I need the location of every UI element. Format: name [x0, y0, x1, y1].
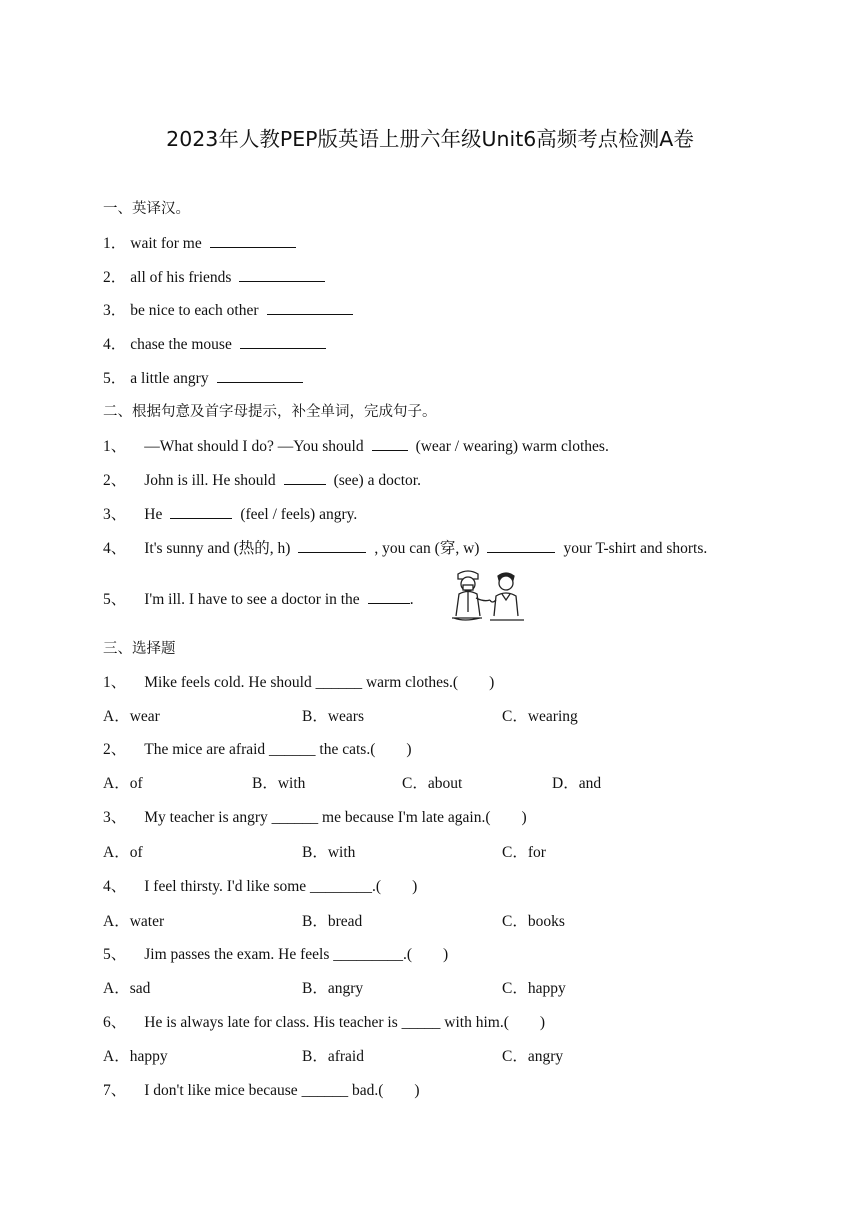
question-number: 1、 — [103, 674, 127, 691]
item-text: chase the mouse — [130, 336, 232, 353]
item-text: all of his friends — [130, 269, 232, 286]
question-number: 7、 — [103, 1082, 127, 1099]
question-text: The mice are afraid ______ the cats.( ) — [144, 741, 412, 758]
fill-item-4 — [103, 538, 707, 559]
question-text: I feel thirsty. I'd like some ________.( ) — [144, 878, 418, 895]
item-text: (wear / wearing) warm clothes. — [415, 438, 609, 455]
section-2-heading: 二、根据句意及首字母提示，补全单词，完成句子。 — [103, 404, 437, 420]
choice-question-2 — [103, 740, 412, 760]
item-text: (feel / feels) angry. — [240, 506, 358, 523]
option-a[interactable]: A．water — [103, 913, 165, 930]
translate-item-5 — [103, 368, 311, 389]
question-number: 2、 — [103, 741, 127, 758]
option-d[interactable]: D．and — [552, 775, 602, 792]
choice-options-2 — [103, 774, 803, 794]
option-a[interactable]: A．happy — [103, 1048, 168, 1065]
translate-item-2 — [103, 267, 333, 288]
item-number: 2． — [103, 269, 127, 286]
question-number: 6、 — [103, 1014, 127, 1031]
option-c[interactable]: C．for — [502, 844, 546, 861]
item-text: your T-shirt and shorts. — [563, 540, 708, 557]
section-1-heading: 一、英译汉。 — [103, 201, 190, 217]
choice-options-3 — [103, 843, 803, 863]
answer-blank[interactable] — [239, 267, 325, 282]
option-c[interactable]: C．books — [502, 913, 565, 930]
question-number: 5、 — [103, 946, 127, 963]
choice-question-6 — [103, 1013, 545, 1033]
item-number: 1． — [103, 235, 127, 252]
option-b[interactable]: B．wears — [302, 708, 364, 725]
fill-item-5 — [103, 589, 414, 610]
item-text: a little angry — [130, 370, 209, 387]
item-number: 5、 — [103, 591, 127, 608]
section-3-heading: 三、选择题 — [103, 641, 176, 657]
item-number: 1、 — [103, 438, 127, 455]
option-b[interactable]: B．with — [302, 844, 356, 861]
option-c[interactable]: C．wearing — [502, 708, 578, 725]
translate-item-4 — [103, 334, 334, 355]
question-number: 3、 — [103, 809, 127, 826]
option-b[interactable]: B．afraid — [302, 1048, 364, 1065]
item-text: I'm ill. I have to see a doctor in the — [144, 591, 360, 608]
item-number: 3、 — [103, 506, 127, 523]
item-number: 2、 — [103, 472, 127, 489]
option-a[interactable]: A．of — [103, 775, 143, 792]
answer-blank[interactable] — [170, 504, 232, 519]
answer-blank[interactable] — [240, 334, 326, 349]
item-text: —What should I do? —You should — [144, 438, 364, 455]
choice-options-4 — [103, 912, 803, 932]
question-text: He is always late for class. His teacher is _____ with him.( ) — [144, 1014, 546, 1031]
fill-item-2 — [103, 470, 421, 491]
question-number: 4、 — [103, 878, 127, 895]
question-text: Mike feels cold. He should ______ warm clothes.( ) — [144, 674, 495, 691]
choice-question-3 — [103, 808, 527, 828]
choice-question-4 — [103, 877, 417, 897]
item-text: wait for me — [130, 235, 202, 252]
choice-options-6 — [103, 1047, 803, 1067]
option-a[interactable]: A．sad — [103, 980, 151, 997]
option-c[interactable]: C．about — [402, 775, 463, 792]
answer-blank[interactable] — [217, 368, 303, 383]
option-b[interactable]: B．with — [252, 775, 306, 792]
answer-blank[interactable] — [487, 538, 555, 553]
option-b[interactable]: B．angry — [302, 980, 364, 997]
answer-blank[interactable] — [267, 300, 353, 315]
answer-blank[interactable] — [372, 436, 408, 451]
item-text: He — [144, 506, 163, 523]
item-number: 4、 — [103, 540, 127, 557]
answer-blank[interactable] — [298, 538, 366, 553]
item-number: 4． — [103, 336, 127, 353]
item-text: It's sunny and (热的, h) — [144, 540, 291, 557]
choice-options-5 — [103, 979, 803, 999]
item-text: John is ill. He should — [144, 472, 276, 489]
choice-question-1 — [103, 673, 494, 693]
translate-item-3 — [103, 300, 361, 321]
option-b[interactable]: B．bread — [302, 913, 363, 930]
option-c[interactable]: C．happy — [502, 980, 566, 997]
item-text: be nice to each other — [130, 302, 259, 319]
choice-options-1 — [103, 707, 803, 727]
answer-blank[interactable] — [284, 470, 326, 485]
item-number: 3． — [103, 302, 127, 319]
item-text: (see) a doctor. — [333, 472, 421, 489]
fill-item-3 — [103, 504, 357, 525]
option-a[interactable]: A．of — [103, 844, 143, 861]
question-text: I don't like mice because ______ bad.( ) — [144, 1082, 420, 1099]
answer-blank[interactable] — [210, 233, 296, 248]
item-text: , you can (穿, w) — [374, 540, 480, 557]
page-title: 2023年人教PEP版英语上册六年级Unit6高频考点检测A卷 — [166, 127, 694, 151]
question-text: My teacher is angry ______ me because I'm late again.( ) — [144, 809, 527, 826]
choice-question-5 — [103, 945, 448, 965]
answer-blank[interactable] — [368, 589, 410, 604]
option-a[interactable]: A．wear — [103, 708, 160, 725]
fill-item-1 — [103, 436, 609, 457]
item-number: 5． — [103, 370, 127, 387]
translate-item-1 — [103, 233, 304, 254]
option-c[interactable]: C．angry — [502, 1048, 564, 1065]
doctor-patient-illustration — [450, 568, 528, 624]
item-text: . — [409, 591, 414, 608]
choice-question-7 — [103, 1081, 420, 1101]
question-text: Jim passes the exam. He feels _________.( ) — [144, 946, 449, 963]
